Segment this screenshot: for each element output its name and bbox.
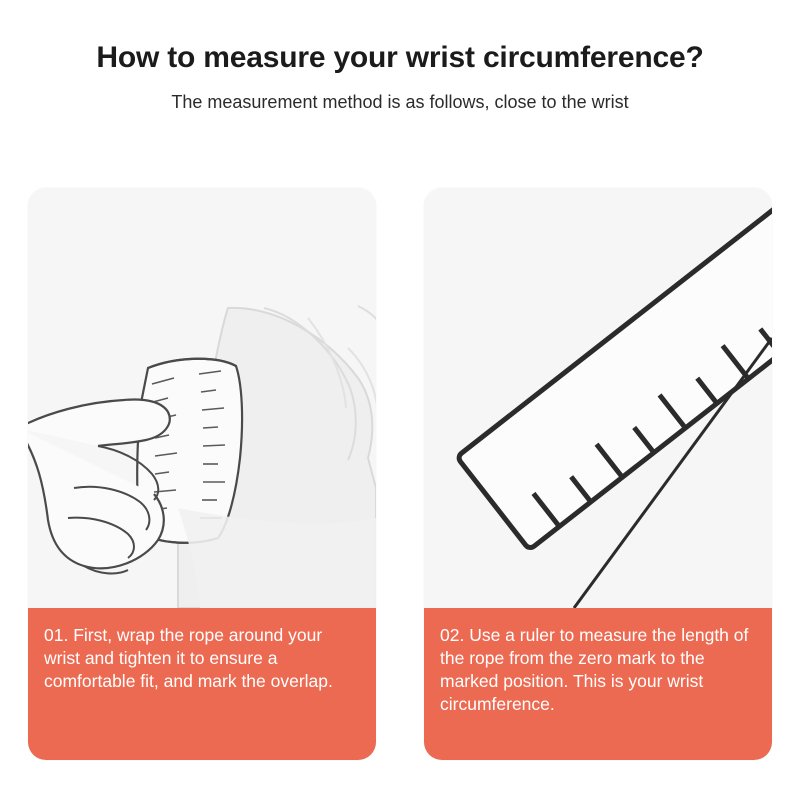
page-subtitle: The measurement method is as follows, close to the wrist [171, 92, 629, 112]
page-title: How to measure your wrist circumference? [96, 41, 704, 74]
step-1-caption: 01. First, wrap the rope around your wrist and tighten it to ensure a comfortable fit, and mark the overlap. [28, 608, 376, 760]
step-2-caption: 02. Use a ruler to measure the length of the rope from the zero mark to the marked position. This is your wrist circumference. [424, 608, 772, 760]
step-card-2 [424, 188, 772, 760]
steps-container [28, 188, 772, 760]
ruler-measuring-rope-illustration [424, 188, 772, 608]
hand-wrapping-tape-around-wrist-illustration [28, 188, 376, 608]
page-header [0, 0, 800, 113]
step-card-1 [28, 188, 376, 760]
